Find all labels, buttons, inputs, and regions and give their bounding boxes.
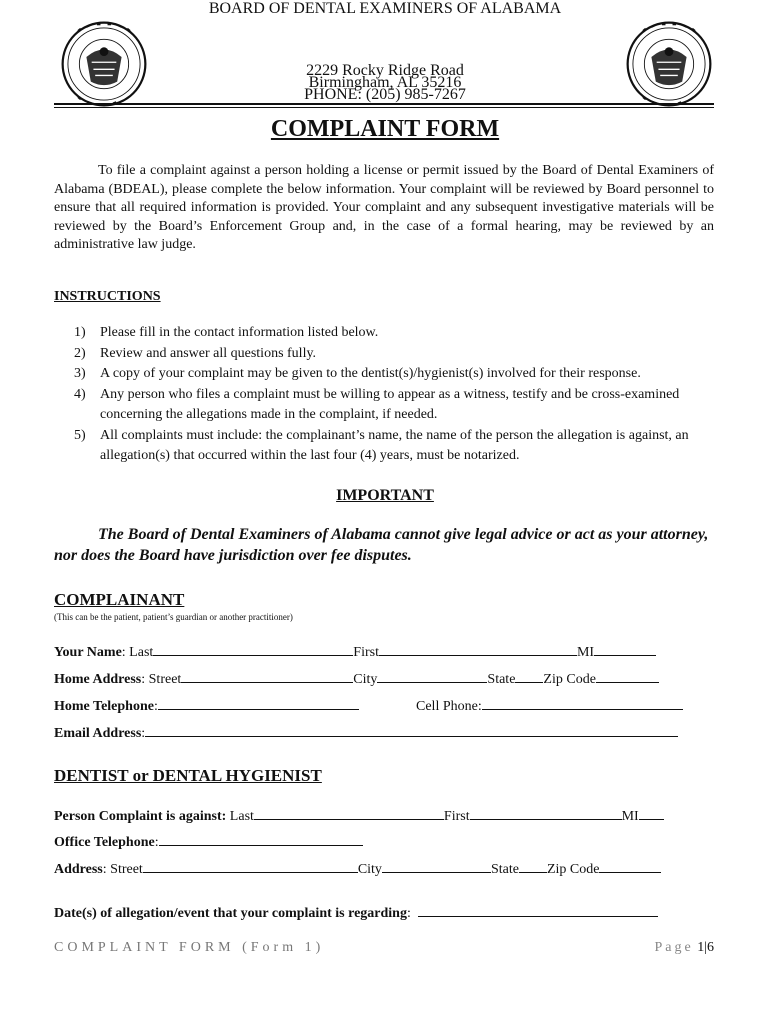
alabama-seal-right (625, 20, 713, 108)
zip-code-field[interactable] (596, 668, 659, 683)
org-address-line2: Birmingham, AL 35216 (308, 74, 462, 91)
dentist-zip-code-field[interactable] (599, 858, 661, 873)
header-rule (54, 103, 714, 105)
footer-form-label: COMPLAINT FORM (Form 1) (54, 940, 325, 955)
list-item: 1) Please fill in the contact information listed below. (74, 325, 379, 340)
org-name: BOARD OF DENTAL EXAMINERS OF ALABAMA (208, 0, 562, 17)
list-item: 4) Any person who files a complaint must be willing to appear as a witness, testify and be cross-examined concerning the allegations made in the complaint, if needed. (74, 386, 680, 422)
person-first-name-field[interactable] (470, 805, 622, 820)
page-title: COMPLAINT FORM (270, 116, 500, 142)
person-against-row: Person Complaint is against: Last First MI (54, 805, 664, 825)
dates-row: Date(s) of allegation/event that your complaint is regarding: (54, 902, 658, 922)
dentist-city-field[interactable] (382, 858, 491, 873)
office-telephone-row: Office Telephone: (54, 831, 363, 851)
header-rule-thin (54, 107, 714, 108)
dentist-street-field[interactable] (143, 858, 358, 873)
complainant-note: (This can be the patient, patient’s guardian or another practitioner) (54, 612, 293, 622)
page-number: Page 1|6 (654, 940, 714, 955)
org-address-line1: 2229 Rocky Ridge Road (306, 62, 464, 79)
dentist-heading: DENTIST or DENTAL HYGIENIST (54, 766, 322, 785)
person-middle-initial-field[interactable] (639, 805, 664, 820)
person-last-name-field[interactable] (254, 805, 444, 820)
email-field[interactable] (145, 722, 678, 737)
your-name-row: Your Name: Last First MI (54, 641, 656, 661)
last-name-field[interactable] (153, 641, 353, 656)
dentist-address-row: Address: Street City State Zip Code (54, 858, 661, 878)
state-field[interactable] (515, 668, 543, 683)
list-item: 5) All complaints must include: the complainant’s name, the name of the person the allegation is against, an allegation(s) that occurred within the last four (4) years, must be notarized. (74, 427, 689, 463)
list-item: 3) A copy of your complaint may be given to the dentist(s)/hygienist(s) involved for their response. (74, 366, 641, 381)
home-telephone-field[interactable] (158, 695, 359, 710)
middle-initial-field[interactable] (594, 641, 656, 656)
alabama-seal-left (60, 20, 148, 108)
city-field[interactable] (377, 668, 487, 683)
cell-phone-field[interactable] (482, 695, 683, 710)
dates-field[interactable] (418, 902, 658, 917)
office-telephone-field[interactable] (159, 831, 363, 846)
street-field[interactable] (181, 668, 353, 683)
complainant-heading: COMPLAINANT (54, 590, 185, 609)
instructions-list (54, 323, 716, 467)
important-heading: IMPORTANT (336, 487, 434, 504)
home-telephone-row: Home Telephone: (54, 695, 359, 715)
first-name-field[interactable] (379, 641, 577, 656)
org-phone: PHONE: (205) 985-7267 (304, 86, 466, 103)
email-row: Email Address: (54, 722, 678, 742)
cell-phone-row: Cell Phone: (416, 695, 683, 715)
intro-paragraph: To file a complaint against a person holding a license or permit issued by the Board of Dental Examiners of Alabama (BDEAL), please complete the below information. Your complaint will be reviewed by Board personnel to ensure that all required information is provided. Your complaint and any subsequent investigative materials will be reviewed by the Board’s Enforcement Group and, in the case of a formal hearing, may be reviewed by an administrative law judge. (54, 163, 714, 252)
home-address-row: Home Address: Street City State Zip Code (54, 668, 659, 688)
dentist-state-field[interactable] (519, 858, 547, 873)
instructions-heading: INSTRUCTIONS (54, 289, 161, 304)
list-item: 2) Review and answer all questions fully. (74, 345, 317, 361)
important-notice: The Board of Dental Examiners of Alabama cannot give legal advice or act as your attorney, nor does the Board have jurisdiction over fee disputes. (54, 526, 709, 564)
